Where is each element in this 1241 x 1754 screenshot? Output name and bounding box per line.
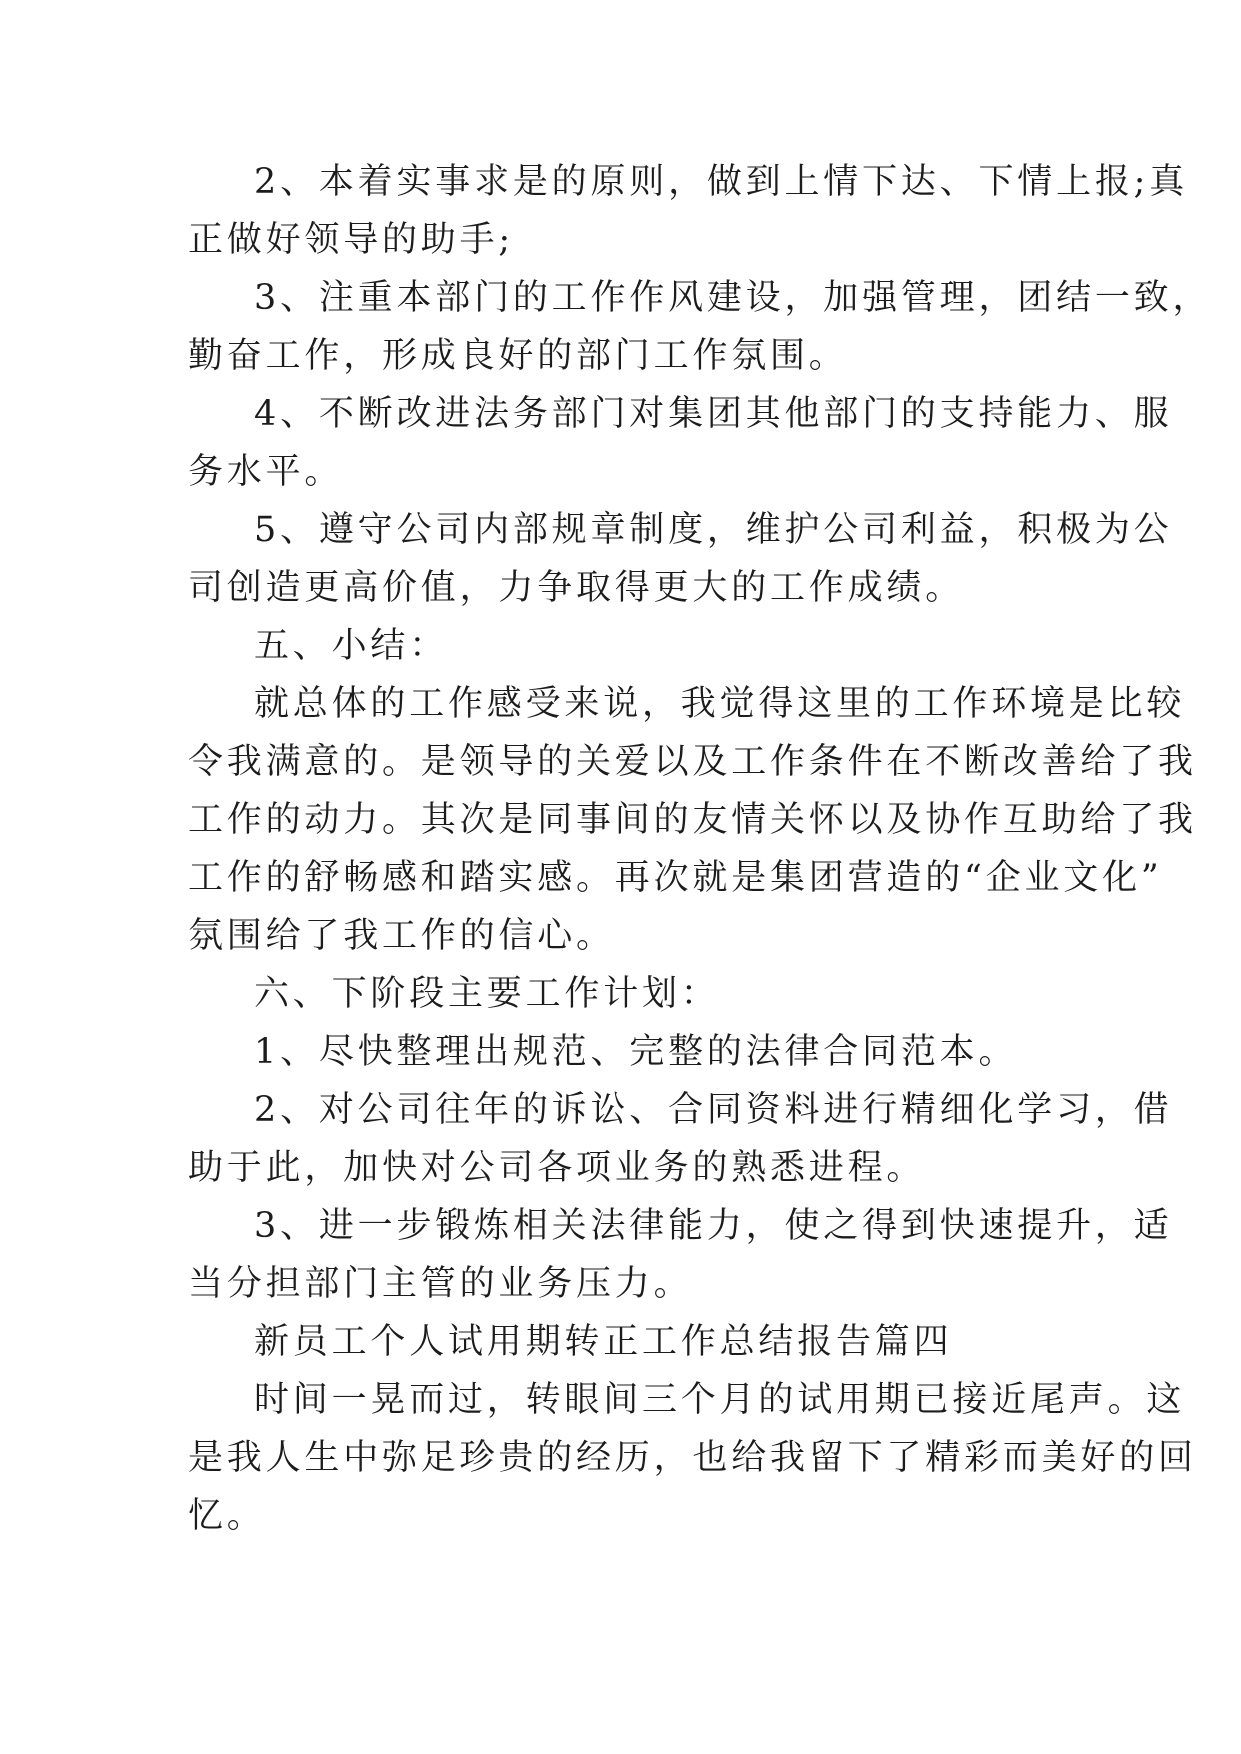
text-line: 忆。 [188, 1496, 266, 1536]
document-body [188, 153, 1212, 1545]
text-line: 5、遵守公司内部规章制度，维护公司利益，积极为公 [254, 510, 1173, 550]
text-line: 工作的动力。其次是同事间的友情关怀以及协作互助给了我 [188, 800, 1197, 840]
text-line: 工作的舒畅感和踏实感。再次就是集团营造的“企业文化” [188, 858, 1163, 898]
text-line: 3、进一步锻炼相关法律能力，使之得到快速提升，适 [254, 1206, 1173, 1246]
text-line: 2、对公司往年的诉讼、合同资料进行精细化学习，借 [254, 1090, 1173, 1130]
text-line: 务水平。 [188, 452, 344, 492]
text-line: 氛围给了我工作的信心。 [188, 916, 615, 956]
text-line: 当分担部门主管的业务压力。 [188, 1264, 693, 1304]
section-heading: 五、小结： [254, 626, 449, 666]
text-line: 4、不断改进法务部门对集团其他部门的支持能力、服 [254, 394, 1173, 434]
text-line: 3、注重本部门的工作作风建设，加强管理，团结一致， [254, 278, 1212, 318]
text-line: 1、尽快整理出规范、完整的法律合同范本。 [254, 1032, 1018, 1072]
section-heading: 六、下阶段主要工作计划： [254, 974, 720, 1014]
text-line: 2、本着实事求是的原则，做到上情下达、下情上报;真 [254, 162, 1189, 202]
text-line: 助于此，加快对公司各项业务的熟悉进程。 [188, 1148, 926, 1188]
text-line: 司创造更高价值，力争取得更大的工作成绩。 [188, 568, 965, 608]
text-line: 勤奋工作，形成良好的部门工作氛围。 [188, 336, 848, 376]
text-line: 是我人生中弥足珍贵的经历，也给我留下了精彩而美好的回 [188, 1438, 1197, 1478]
text-line: 时间一晃而过，转眼间三个月的试用期已接近尾声。这 [254, 1380, 1186, 1420]
text-line: 正做好领导的助手; [188, 220, 514, 260]
text-line: 令我满意的。是领导的关爱以及工作条件在不断改善给了我 [188, 742, 1197, 782]
text-line: 就总体的工作感受来说，我觉得这里的工作环境是比较 [254, 684, 1186, 724]
section-title: 新员工个人试用期转正工作总结报告篇四 [254, 1322, 953, 1362]
